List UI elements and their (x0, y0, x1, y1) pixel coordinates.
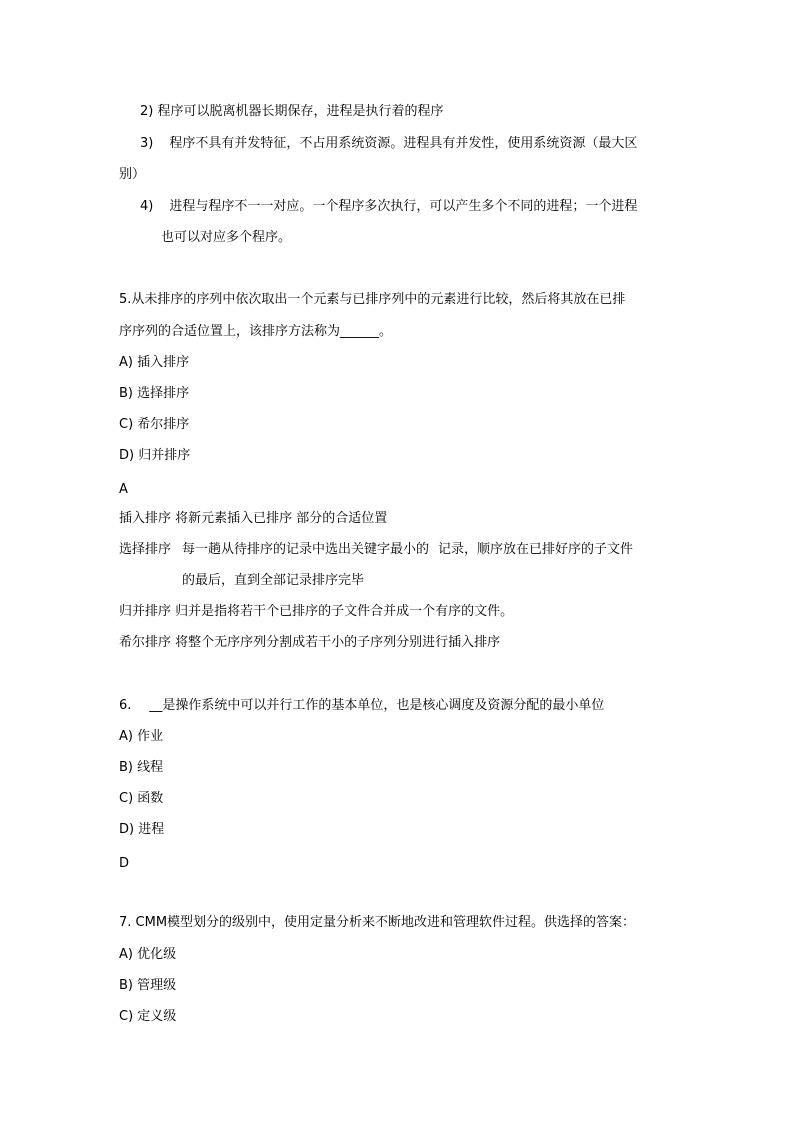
explanation-selection-sort-text-a: 每一趟从待排序的记录中选出关键字最小的 (182, 542, 430, 557)
item-3-line-1 (140, 136, 637, 152)
question-5-option-c: C) 希尔排序 (119, 417, 190, 432)
question-6-stem (119, 698, 604, 714)
question-5-stem-line-2: 序序列的合适位置上，该排序方法称为______。 (119, 324, 393, 339)
explanation-merge-sort: 归并排序 归并是指将若干个已排序的子文件合并成一个有序的文件。 (119, 604, 514, 619)
explanation-selection-sort-line-2: 的最后，直到全部记录排序完毕 (182, 573, 365, 588)
question-6-text: __是操作系统中可以并行工作的基本单位，也是核心调度及资源分配的最小单位 (149, 698, 605, 713)
question-5-option-a: A) 插入排序 (119, 355, 190, 370)
question-7-stem: 7. CMM模型划分的级别中，使用定量分析来不断地改进和管理软件过程。供选择的答案： (119, 915, 636, 930)
item-3-line-2: 别） (119, 167, 146, 182)
question-7-option-a: A) 优化级 (119, 947, 177, 962)
item-3-text: 程序不具有并发特征，不占用系统资源。进程具有并发性，使用系统资源（最大区 (169, 136, 638, 151)
question-7-option-b: B) 管理级 (119, 978, 177, 993)
question-6-option-a: A) 作业 (119, 729, 164, 744)
item-2: 2) 程序可以脱离机器长期保存，进程是执行着的程序 (140, 104, 444, 119)
explanation-selection-sort-term: 选择排序 (119, 542, 172, 557)
item-4-number: 4) (140, 199, 154, 214)
question-6-option-d: D) 进程 (119, 822, 165, 837)
question-5-option-d: D) 归并排序 (119, 448, 191, 463)
question-6-option-c: C) 函数 (119, 791, 164, 806)
question-6-answer: D (119, 856, 130, 871)
explanation-selection-sort (119, 542, 633, 558)
question-5-stem-line-1: 5.从未排序的序列中依次取出一个元素与已排序列中的元素进行比较，然后将其放在已排 (119, 292, 626, 307)
question-5-option-b: B) 选择排序 (119, 386, 190, 401)
question-5-answer: A (119, 482, 128, 497)
question-7-option-c: C) 定义级 (119, 1009, 177, 1024)
explanation-shell-sort: 希尔排序 将整个无序序列分割成若干小的子序列分别进行插入排序 (119, 635, 501, 650)
explanation-selection-sort-text-b: 记录，顺序放在已排好序的子文件 (438, 542, 634, 557)
item-3-number: 3) (140, 136, 154, 151)
item-4-text: 进程与程序不一一对应。一个程序多次执行，可以产生多个不同的进程；一个进程 (169, 199, 638, 214)
question-6-option-b: B) 线程 (119, 760, 164, 775)
item-4-line-1 (140, 199, 637, 215)
explanation-insertion-sort: 插入排序 将新元素插入已排序 部分的合适位置 (119, 511, 388, 526)
question-6-number: 6. (119, 698, 132, 713)
item-4-line-2: 也可以对应多个程序。 (161, 230, 292, 245)
